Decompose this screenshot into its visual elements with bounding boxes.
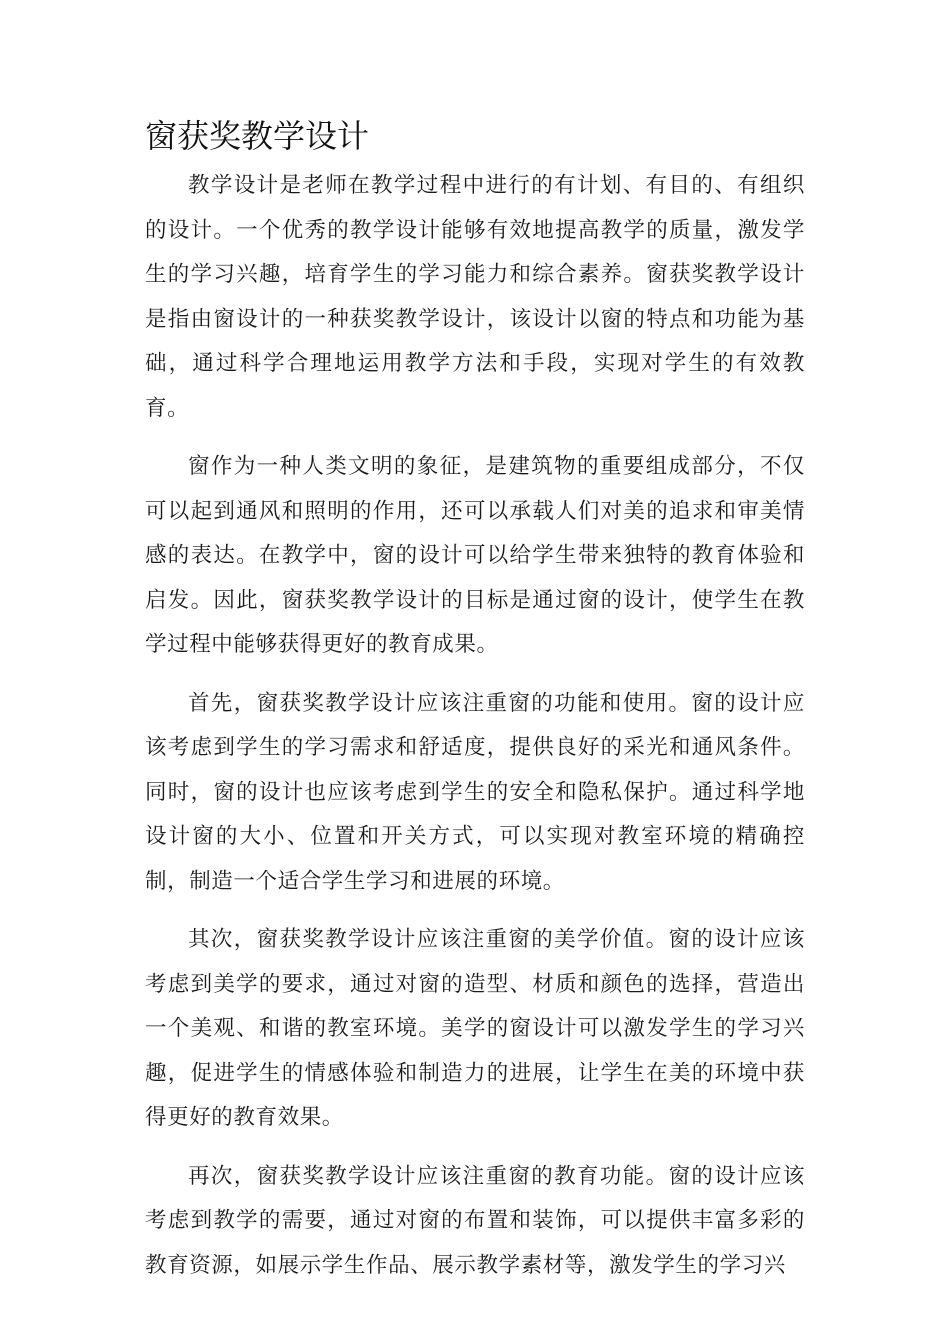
- paragraph-1: 教学设计是老师在教学过程中进行的有计划、有目的、有组织的设计。一个优秀的教学设计能够有效地提高教学的质量，激发学生的学习兴趣，培育学生的学习能力和综合素养。窗获奖教学设计是指由窗设计的一种获奖教学设计，该设计以窗的特点和功能为基础，通过科学合理地运用教学方法和手段，实现对学生的有效教育。: [145, 173, 805, 421]
- paragraph-4: 其次，窗获奖教学设计应该注重窗的美学价值。窗的设计应该考虑到美学的要求，通过对窗的造型、材质和颜色的选择，营造出一个美观、和谐的教室环境。美学的窗设计可以激发学生的学习兴趣，促进学生的情感体验和制造力的进展，让学生在美的环境中获得更好的教育效果。: [145, 927, 805, 1130]
- document-title: 窗获奖教学设计: [145, 117, 370, 155]
- paragraph-2: 窗作为一种人类文明的象征，是建筑物的重要组成部分，不仅可以起到通风和照明的作用，还可以承载人们对美的追求和审美情感的表达。在教学中，窗的设计可以给学生带来独特的教育体验和启发。因此，窗获奖教学设计的目标是通过窗的设计，使学生在教学过程中能够获得更好的教育成果。: [145, 454, 805, 657]
- paragraph-5: 再次，窗获奖教学设计应该注重窗的教育功能。窗的设计应该考虑到教学的需要，通过对窗的布置和装饰，可以提供丰富多彩的教育资源，如展示学生作品、展示教学素材等，激发学生的学习兴: [145, 1163, 805, 1278]
- paragraph-3: 首先，窗获奖教学设计应该注重窗的功能和使用。窗的设计应该考虑到学生的学习需求和舒适度，提供良好的采光和通风条件。同时，窗的设计也应该考虑到学生的安全和隐私保护。通过科学地设计窗的大小、位置和开关方式，可以实现对教室环境的精确控制，制造一个适合学生学习和进展的环境。: [145, 690, 805, 894]
- document-body: [145, 164, 805, 1302]
